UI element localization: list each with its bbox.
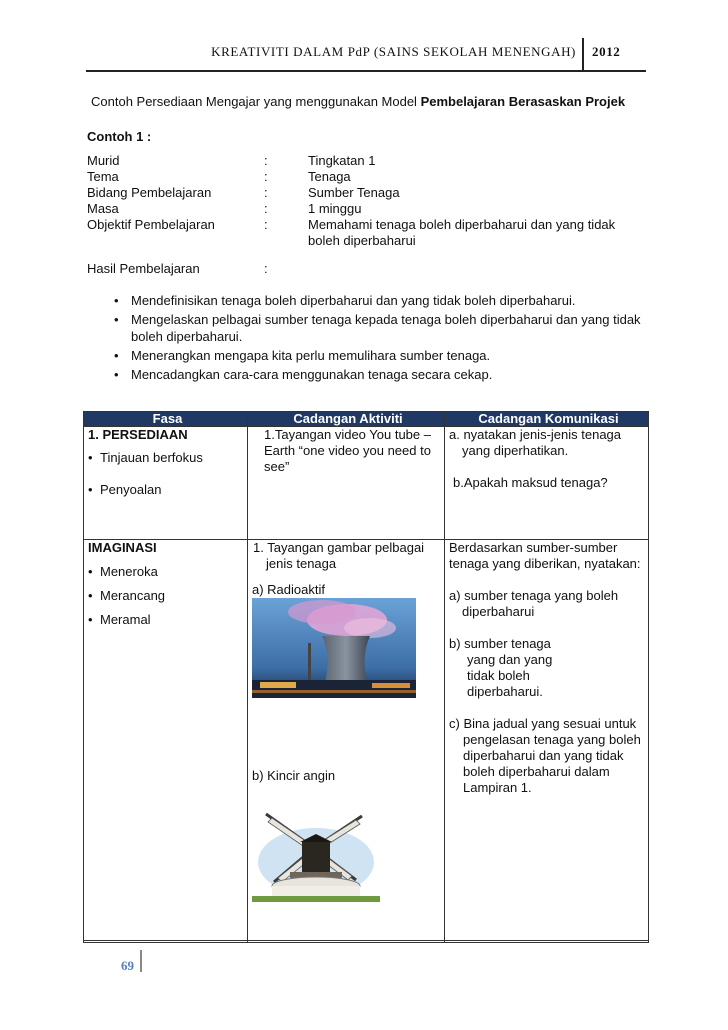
phase-item: • Meneroka (88, 564, 247, 580)
footer-rule (83, 940, 648, 941)
info-label: Tema (87, 169, 119, 184)
intro-prefix: Contoh Persediaan Mengajar yang menggunakan Model (91, 94, 421, 109)
outcome-text: Menerangkan mengapa kita perlu memulihara sumber tenaga. (131, 348, 491, 363)
communication-c: c) Bina jadual yang sesuai untuk pengelasan tenaga yang boleh diperbaharui dan yang tidak boleh diperbaharui dalam Lampiran 1. (449, 716, 641, 795)
phase-item: • Meramal (88, 612, 247, 628)
info-colon: : (264, 261, 268, 276)
info-label: Murid (87, 153, 120, 168)
phase-item: • Tinjauan berfokus (88, 450, 247, 466)
table-row (84, 427, 649, 540)
info-label: Bidang Pembelajaran (87, 185, 212, 200)
outcome-text: Mengelaskan pelbagai sumber tenaga kepada tenaga boleh diperbaharui dan yang tidak boleh diperbaharui. (131, 312, 641, 344)
info-label: Hasil Pembelajaran (87, 261, 200, 276)
info-value: Tenaga (308, 169, 351, 184)
info-row-hasil (87, 261, 647, 277)
activity-title: 1. Tayangan gambar pelbagai jenis tenaga (253, 540, 425, 571)
list-item (87, 311, 647, 345)
info-value: Memahami tenaga boleh diperbaharui dan yang tidak boleh diperbaharui (308, 217, 616, 248)
info-row-murid (87, 153, 647, 169)
info-label: Masa (87, 201, 119, 216)
table-header-row (84, 412, 649, 427)
intro-model: Pembelajaran Berasaskan Projek (420, 94, 626, 109)
phase-cell (84, 427, 248, 540)
info-colon: : (264, 169, 268, 184)
info-value: 1 minggu (308, 201, 362, 216)
list-item (87, 292, 647, 309)
learning-outcomes-list (87, 292, 647, 385)
phase-item: • Penyoalan (88, 482, 247, 498)
lesson-plan-table (83, 411, 649, 943)
info-row-objektif (87, 217, 647, 249)
communication-a: a) sumber tenaga yang boleh diperbaharui (449, 588, 619, 619)
communication-b: b.Apakah maksud tenaga? (453, 475, 608, 490)
info-value: Tingkatan 1 (308, 153, 376, 168)
bullet-icon: • (114, 312, 119, 327)
info-row-bidang (87, 185, 647, 201)
header-divider (582, 38, 584, 70)
communication-cell (445, 427, 649, 540)
phase-title: 1. PERSEDIAAN (88, 427, 188, 442)
table-row (84, 540, 649, 943)
activity-text: 1.Tayangan video You tube – Earth “one video you need to see” (264, 427, 431, 474)
footer-divider (140, 950, 142, 972)
bullet-icon: • (114, 367, 119, 382)
info-colon: : (264, 217, 268, 232)
activity-a: a) Radioaktif (252, 582, 325, 597)
activity-b: b) Kincir angin (252, 768, 336, 783)
windmill-photo (252, 802, 380, 902)
communication-a: a. nyatakan jenis-jenis tenaga yang diperhatikan. (449, 427, 622, 458)
info-row-masa (87, 201, 647, 217)
running-header-year: 2012 (592, 44, 621, 59)
nuclear-cooling-tower-photo (252, 598, 416, 698)
header-aktiviti: Cadangan Aktiviti (248, 412, 445, 427)
phase-item: • Merancang (88, 588, 247, 604)
intro-line (91, 94, 625, 109)
activity-cell (248, 540, 445, 943)
list-item (87, 347, 647, 364)
page-number: 69 (121, 958, 134, 973)
bullet-icon: • (114, 293, 119, 308)
outcome-text: Mendefinisikan tenaga boleh diperbaharui dan yang tidak boleh diperbaharui. (131, 293, 576, 308)
header-rule (86, 70, 646, 72)
communication-cell (445, 540, 649, 943)
info-colon: : (264, 185, 268, 200)
activity-cell (248, 427, 445, 540)
communication-intro: Berdasarkan sumber-sumber tenaga yang diberikan, nyatakan: (449, 540, 641, 571)
header-komunikasi: Cadangan Komunikasi (445, 412, 649, 427)
running-header-title: KREATIVITI DALAM PdP (SAINS SEKOLAH MENENGAH) (211, 44, 576, 59)
info-row-tema (87, 169, 647, 185)
phase-title: IMAGINASI (88, 540, 157, 555)
header-fasa: Fasa (84, 412, 248, 427)
info-value: Sumber Tenaga (308, 185, 400, 200)
info-colon: : (264, 201, 268, 216)
phase-cell (84, 540, 248, 943)
outcome-text: Mencadangkan cara-cara menggunakan tenaga secara cekap. (131, 367, 493, 382)
info-label: Objektif Pembelajaran (87, 217, 215, 232)
example-title: Contoh 1 : (87, 129, 152, 144)
info-colon: : (264, 153, 268, 168)
communication-b: b) sumber tenaga yang dan yang tidak boleh diperbaharui. (449, 636, 553, 699)
bullet-icon: • (114, 348, 119, 363)
list-item (87, 366, 647, 383)
